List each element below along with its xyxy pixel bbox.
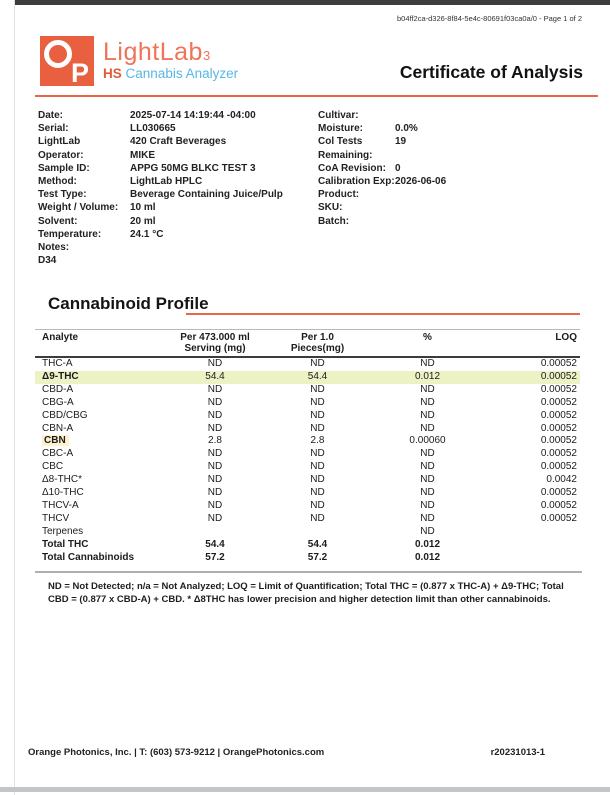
cell-serving: ND <box>207 358 223 369</box>
metadata-label: Weight / Volume: <box>38 202 119 214</box>
cell-serving: ND <box>207 448 223 460</box>
metadata-row <box>318 175 588 188</box>
metadata-row <box>38 241 313 254</box>
cell-pct: ND <box>420 487 435 499</box>
cell-pieces: ND <box>310 396 325 408</box>
cell-loq: 0.00052 <box>540 448 577 460</box>
metadata-value: 420 Craft Beverages <box>130 136 227 148</box>
cell-pct: 0.012 <box>414 538 441 550</box>
cell-serving: ND <box>207 409 223 421</box>
metadata-value: 20 ml <box>130 215 156 227</box>
metadata-label: Sample ID: <box>38 162 90 174</box>
cell-analyte: Δ8-THC* <box>42 474 83 486</box>
cell-pct: ND <box>420 383 435 395</box>
brand-name-text: LightLab <box>103 38 203 66</box>
logo-text <box>103 36 238 81</box>
cell-pct: 0.012 <box>414 370 441 382</box>
metadata-row <box>38 215 313 228</box>
metadata-row <box>38 135 313 148</box>
col-header-serving: Per 473.000 ml Serving (mg) <box>155 330 275 358</box>
col-header-pieces: Per 1.0 Pieces(mg) <box>275 330 360 358</box>
cell-loq: 0.00052 <box>540 358 577 369</box>
cell-serving: ND <box>207 487 223 499</box>
cell-loq: 0.00052 <box>540 435 577 447</box>
metadata-value: 2026-06-06 <box>395 176 447 188</box>
cell-serving: ND <box>207 396 223 408</box>
metadata-value: 0.0% <box>395 123 418 135</box>
table-row <box>35 552 580 565</box>
metadata-right <box>318 109 588 228</box>
section-divider <box>186 313 580 315</box>
header-divider <box>35 95 598 97</box>
scan-edge-left <box>14 0 15 795</box>
table-row <box>35 539 580 552</box>
cell-analyte: CBC-A <box>42 448 74 460</box>
cell-serving: ND <box>207 499 223 511</box>
cell-loq <box>495 526 580 539</box>
cell-loq: 0.00052 <box>540 461 577 473</box>
table-row <box>35 410 580 423</box>
metadata-row <box>38 228 313 241</box>
table-row <box>35 513 580 526</box>
metadata-value: LightLab HPLC <box>130 176 203 188</box>
cell-pct: ND <box>420 461 435 473</box>
cell-serving: ND <box>207 512 223 524</box>
table-row <box>35 474 580 487</box>
cell-pct: ND <box>420 512 435 524</box>
cell-pieces: 57.2 <box>307 551 328 563</box>
cell-loq: 0.00052 <box>540 499 577 511</box>
metadata-row <box>318 201 588 214</box>
cell-loq <box>495 539 580 552</box>
cell-pct: 0.012 <box>414 551 441 563</box>
metadata-label: Batch: <box>318 215 350 227</box>
cell-pieces: ND <box>310 461 325 473</box>
cell-analyte: Total THC <box>42 538 89 550</box>
cell-analyte: Terpenes <box>42 525 84 537</box>
cell-pieces: 54.4 <box>307 370 328 382</box>
footer-contact: Orange Photonics, Inc. | T: (603) 573-9212 | OrangePhotonics.com <box>28 747 325 758</box>
metadata-left <box>38 109 313 267</box>
table-row <box>35 500 580 513</box>
metadata-label: Product: <box>318 189 360 201</box>
cell-pct: ND <box>420 396 435 408</box>
page-footer <box>28 747 570 758</box>
orange-photonics-monogram-icon <box>40 36 94 86</box>
table-header-row <box>35 330 580 358</box>
metadata-label: Method: <box>38 176 77 188</box>
cell-pieces: ND <box>310 487 325 499</box>
metadata-label: Calibration Exp: <box>318 176 395 188</box>
cell-serving: ND <box>207 383 223 395</box>
cell-analyte: THCV-A <box>42 499 79 511</box>
footnote: ND = Not Detected; n/a = Not Analyzed; LOQ = Limit of Quantification; Total THC = (0.877 x THC-A) + Δ9-THC; Total CBD = (0.877 x CBD-A) + CBD. * Δ8THC has lower precision and higher detection limit than other cannabinoids. <box>48 581 564 605</box>
monogram-o-circle-icon <box>44 40 72 68</box>
cell-pieces <box>275 526 360 539</box>
metadata-row <box>318 188 588 201</box>
table-row <box>35 435 580 448</box>
table-row <box>35 384 580 397</box>
monogram-p-letter: P <box>70 58 89 88</box>
cell-analyte: CBG-A <box>42 396 74 408</box>
table-row <box>35 448 580 461</box>
cell-pct: ND <box>420 448 435 460</box>
cell-pieces: 54.4 <box>307 538 328 550</box>
metadata-row <box>38 175 313 188</box>
lightlab-logo <box>40 36 238 86</box>
metadata-row <box>38 162 313 175</box>
scan-edge-top <box>14 0 610 5</box>
table-row <box>35 357 580 371</box>
cell-pieces: ND <box>310 474 325 486</box>
cell-loq <box>495 552 580 565</box>
cell-pieces: ND <box>310 409 325 421</box>
metadata-row <box>318 135 588 161</box>
cell-serving: 57.2 <box>205 551 225 563</box>
cell-loq: 0.00052 <box>540 383 577 395</box>
cell-analyte: Δ10-THC <box>42 487 84 499</box>
cell-serving: 2.8 <box>208 435 222 447</box>
metadata-value: 10 ml <box>130 202 156 214</box>
table-bottom-divider <box>35 571 582 573</box>
analyte-label-highlighted: CBN <box>42 435 69 446</box>
cell-pieces: ND <box>310 383 325 395</box>
metadata-row <box>318 122 588 135</box>
cell-pct: ND <box>420 358 435 369</box>
cell-pieces: ND <box>310 358 325 369</box>
metadata-value: 2025-07-14 14:19:44 -04:00 <box>130 110 256 121</box>
metadata-label: Date: <box>38 110 64 121</box>
metadata-row <box>38 122 313 135</box>
cannabinoid-table <box>35 329 580 565</box>
brand-version: 3 <box>202 48 211 63</box>
cell-pct: ND <box>420 525 435 537</box>
table-row <box>35 526 580 539</box>
cell-pct: ND <box>420 499 435 511</box>
cell-loq: 0.0042 <box>546 474 577 486</box>
metadata-value: 19 <box>395 136 407 148</box>
cell-serving: 54.4 <box>205 370 225 382</box>
brand-name <box>103 39 238 65</box>
metadata-label: Solvent: <box>38 215 78 227</box>
metadata-row <box>318 109 588 122</box>
col-header-percent: % <box>360 330 495 358</box>
cell-pieces: ND <box>310 499 325 511</box>
cell-analyte: CBD-A <box>42 383 74 395</box>
metadata-label: Test Type: <box>38 189 87 201</box>
cell-pieces: 2.8 <box>310 435 325 447</box>
table-row <box>35 487 580 500</box>
cell-loq: 0.00052 <box>540 487 577 499</box>
col-header-analyte: Analyte <box>35 330 155 358</box>
section-title: Cannabinoid Profile <box>48 294 209 313</box>
cell-pieces: ND <box>310 448 325 460</box>
cell-serving <box>155 526 275 539</box>
cell-pieces: ND <box>310 512 325 524</box>
metadata-label: Notes: <box>38 242 70 254</box>
table-row <box>35 423 580 436</box>
metadata-row <box>38 109 313 122</box>
cell-pct: ND <box>420 422 435 434</box>
cell-loq: 0.00052 <box>540 409 577 421</box>
cell-analyte: THC-A <box>42 358 73 369</box>
metadata-value: Beverage Containing Juice/Pulp <box>130 189 283 201</box>
product-prefix: HS <box>103 66 122 82</box>
cell-analyte <box>35 435 155 448</box>
table-row <box>35 371 580 384</box>
metadata-label: LightLab <box>38 136 81 148</box>
metadata-label: Temperature: <box>38 228 102 240</box>
notes-value: D34 <box>38 255 57 267</box>
metadata-row <box>38 149 313 162</box>
cell-serving: 54.4 <box>205 538 225 550</box>
metadata-label: Serial: <box>38 123 69 135</box>
metadata-label: Operator: <box>38 149 84 161</box>
footer-revision: r20231013-1 <box>490 747 545 758</box>
metadata-value: MIKE <box>130 149 155 161</box>
cell-analyte: CBN-A <box>42 422 74 434</box>
cell-loq: 0.00052 <box>540 422 577 434</box>
product-line <box>103 66 238 81</box>
cell-analyte: THCV <box>42 512 70 524</box>
metadata-label: Cultivar: <box>318 110 359 121</box>
cannabinoid-table-body <box>35 357 580 565</box>
document-id: b04ff2ca-d326-8f84-5e4c-80691f03ca0a/0 - Page 1 of 2 <box>396 14 582 23</box>
metadata-row <box>318 162 588 175</box>
metadata-label: Moisture: <box>318 123 363 135</box>
cell-serving: ND <box>207 461 223 473</box>
product-name: Cannabis Analyzer <box>125 66 239 82</box>
cell-analyte: CBD/CBG <box>42 409 88 421</box>
table-row <box>35 397 580 410</box>
cell-pct: ND <box>420 409 435 421</box>
col-header-loq: LOQ <box>495 330 580 358</box>
cell-loq: 0.00052 <box>540 396 577 408</box>
cell-analyte: Total Cannabinoids <box>42 551 135 563</box>
metadata-label: Col Tests Remaining: <box>318 136 373 161</box>
cell-serving: ND <box>207 474 223 486</box>
table-row <box>35 461 580 474</box>
metadata-row <box>38 201 313 214</box>
cell-analyte: Δ9-THC <box>42 370 79 382</box>
cell-analyte: CBC <box>42 461 64 473</box>
metadata-label: SKU: <box>318 202 343 214</box>
metadata-label: CoA Revision: <box>318 162 386 174</box>
metadata-value: 0 <box>395 162 401 174</box>
scan-edge-bottom <box>0 787 610 792</box>
metadata-row <box>38 188 313 201</box>
cell-loq: 0.00052 <box>540 370 577 382</box>
cell-pieces: ND <box>310 422 325 434</box>
metadata-value: 24.1 °C <box>130 228 164 240</box>
page-title: Certificate of Analysis <box>399 62 583 82</box>
cell-pct: ND <box>420 474 435 486</box>
cell-pct: 0.00060 <box>409 435 446 447</box>
metadata-value: LL030665 <box>130 123 176 135</box>
metadata-row <box>318 215 588 228</box>
cell-serving: ND <box>207 422 223 434</box>
metadata-value: APPG 50MG BLKC TEST 3 <box>130 162 256 174</box>
cell-loq: 0.00052 <box>540 512 577 524</box>
